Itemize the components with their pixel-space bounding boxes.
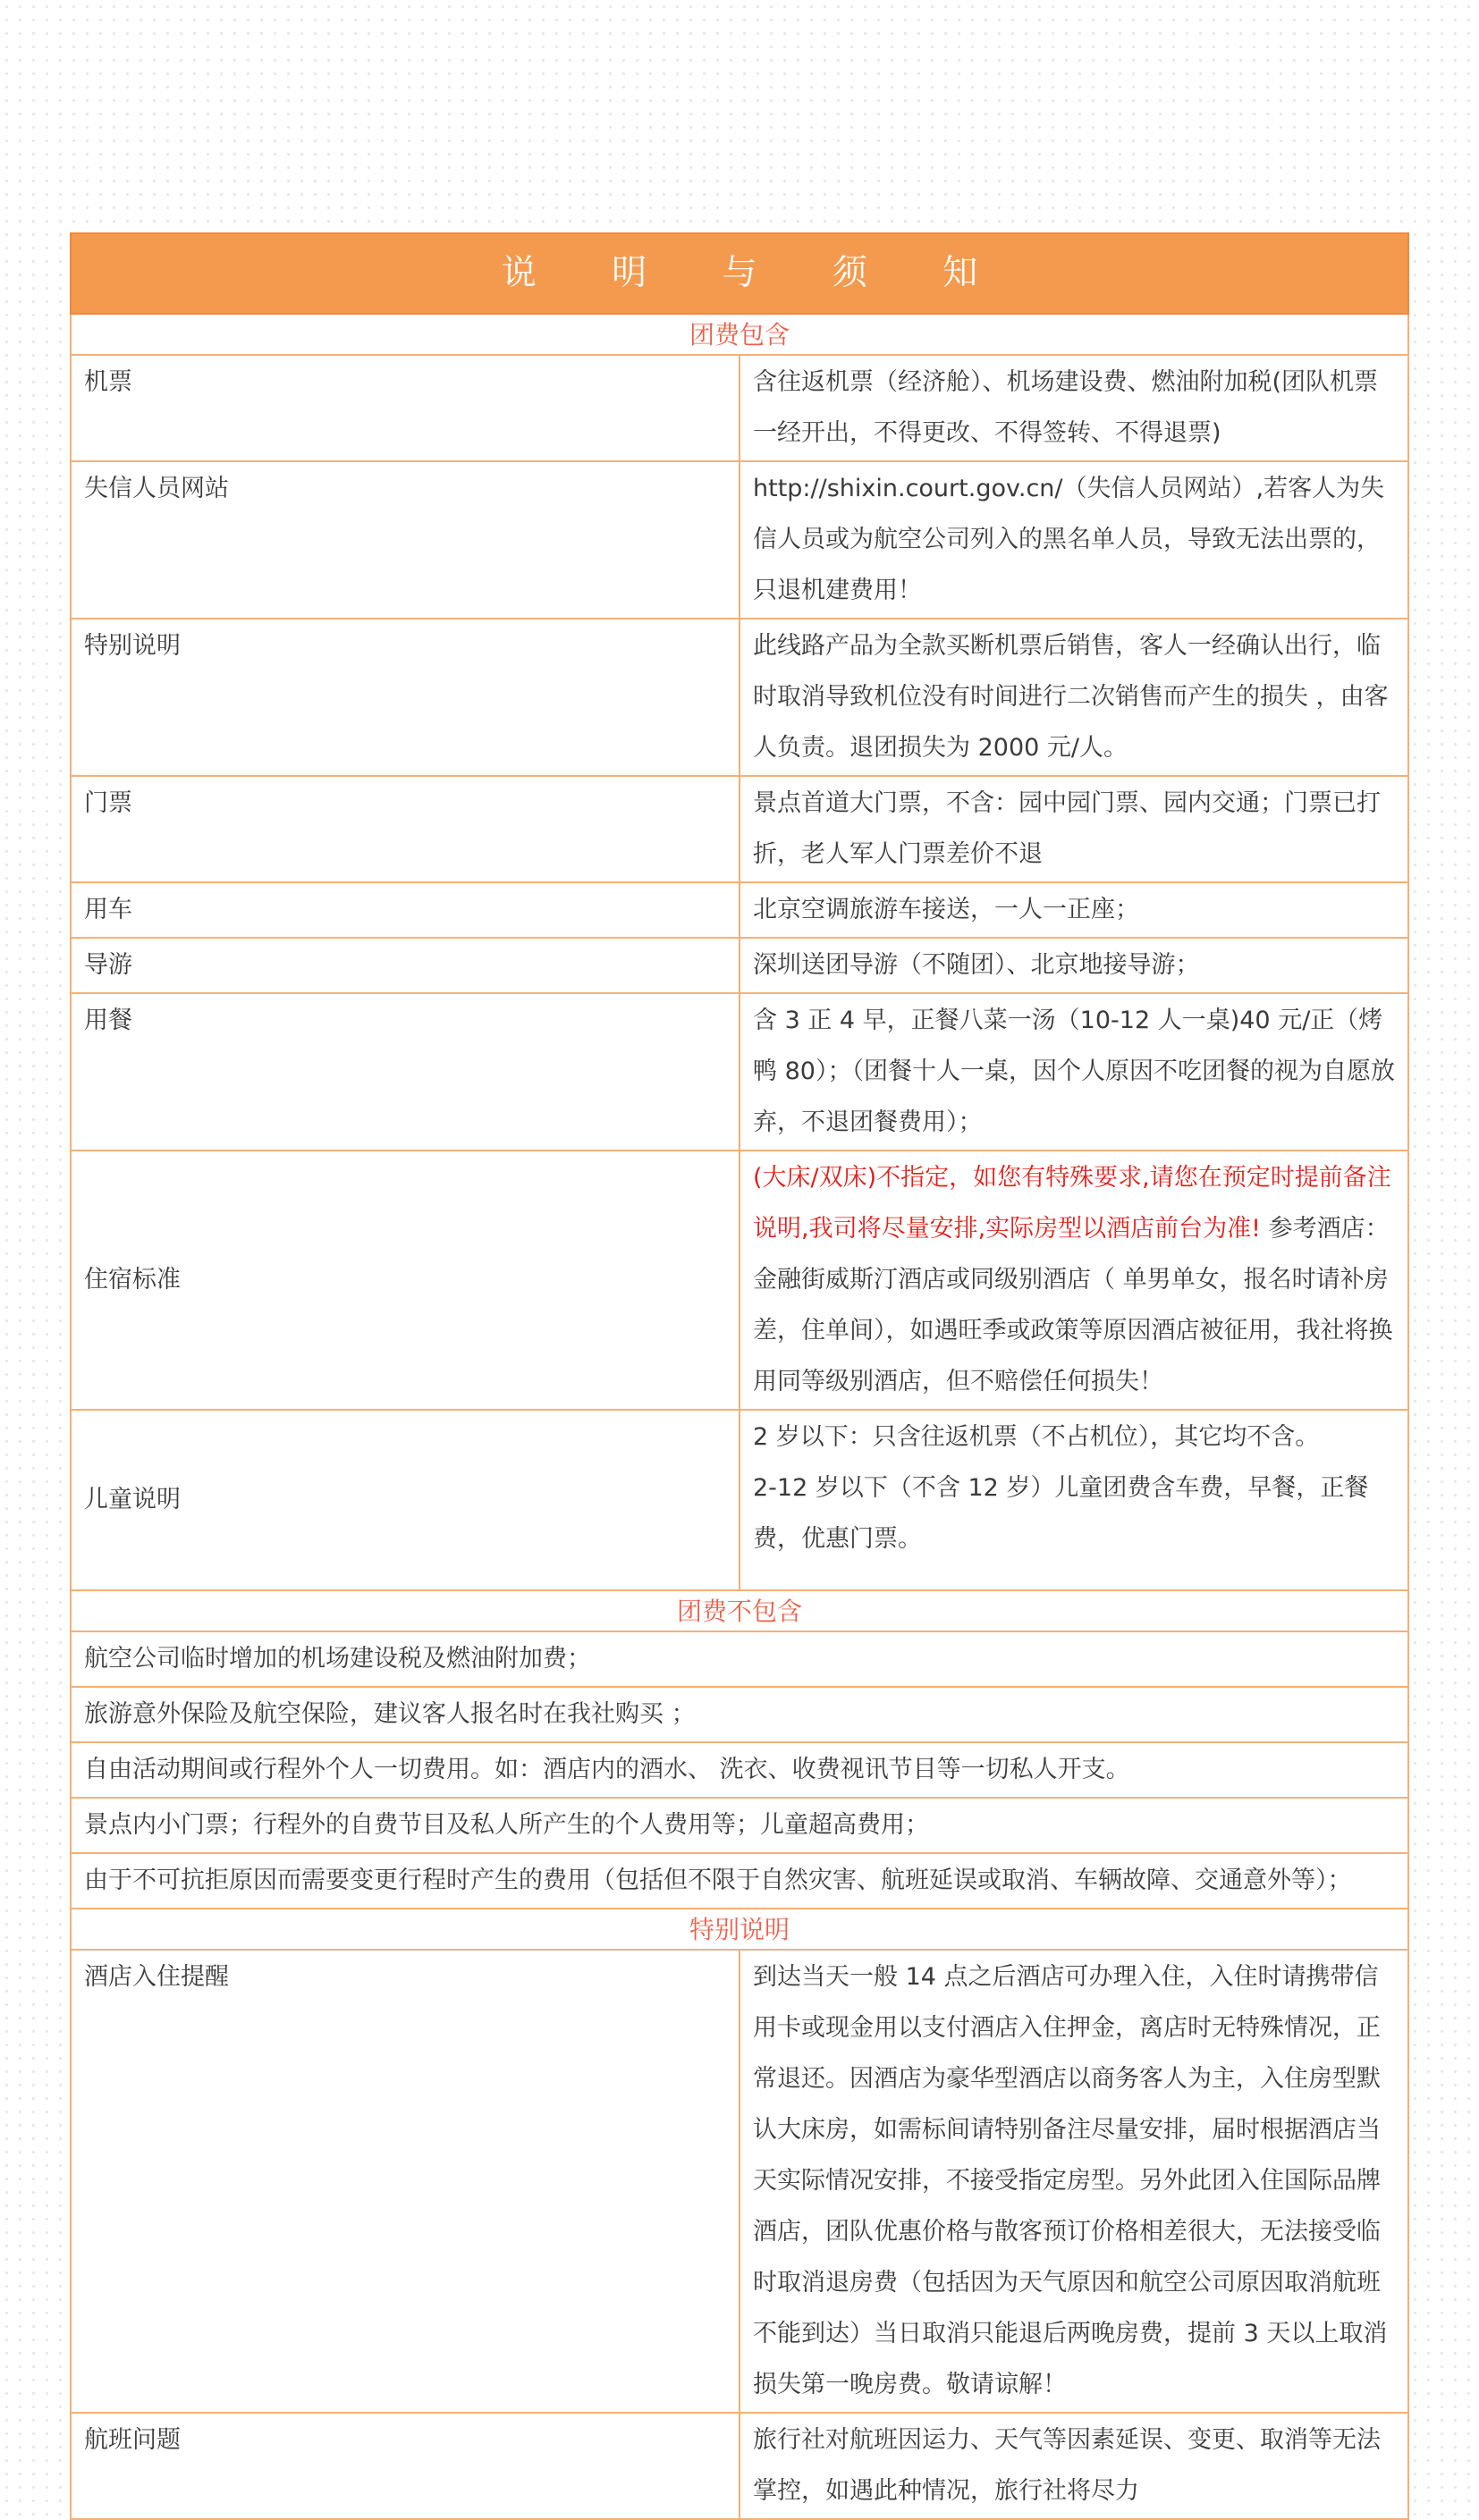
table-row (71, 1853, 1408, 1909)
excluded-item: 由于不可抗拒原因而需要变更行程时产生的费用（包括但不限于自然灾害、航班延误或取消、车辆故障、交通意外等）； (71, 1853, 1408, 1909)
table-row (71, 461, 1408, 619)
table-row (71, 1150, 1408, 1410)
row-text-children (740, 1410, 1408, 1590)
lodging-highlight: (大床/双床)不指定，如您有特殊要求,请您在预定时提前备注说明,我司将尽量安排,实际房型以酒店前台为准! (753, 1164, 1391, 1243)
page-title: 说 明 与 须 知 (71, 233, 1408, 314)
section-heading-row (71, 314, 1408, 355)
row-label-airfare: 机票 (71, 355, 740, 461)
table-row (71, 1742, 1408, 1798)
row-label-children: 儿童说明 (71, 1410, 740, 1590)
table-row (71, 355, 1408, 461)
row-label-vehicle: 用车 (71, 882, 740, 938)
table-row (71, 938, 1408, 993)
row-label-guide: 导游 (71, 938, 740, 993)
row-text-flight-issues: 旅行社对航班因运力、天气等因素延误、变更、取消等无法掌控，如遇此种情况，旅行社将尽力 (740, 2413, 1408, 2519)
row-text-blacklist: http://shixin.court.gov.cn/（失信人员网站）,若客人为失信人员或为航空公司列入的黑名单人员，导致无法出票的，只退机建费用！ (740, 461, 1408, 619)
children-line-1: 2 岁以下：只含往返机票（不占机位），其它均不含。 (753, 1423, 1320, 1451)
table-row (71, 2413, 1408, 2519)
notice-table (70, 232, 1409, 2520)
table-row (71, 1410, 1408, 1590)
section-heading-excluded: 团费不包含 (71, 1590, 1408, 1631)
row-label-blacklist: 失信人员网站 (71, 461, 740, 619)
table-row (71, 1631, 1408, 1687)
section-heading-row (71, 1909, 1408, 1950)
row-text-meals: 含 3 正 4 早，正餐八菜一汤（10-12 人一桌)40 元/正（烤鸭 80）；（团餐十人一桌，因个人原因不吃团餐的视为自愿放弃，不退团餐费用）； (740, 993, 1408, 1150)
row-label-flight-issues: 航班问题 (71, 2413, 740, 2519)
table-row (71, 1798, 1408, 1853)
row-text-hotel-checkin: 到达当天一般 14 点之后酒店可办理入住，入住时请携带信用卡或现金用以支付酒店入住押金，离店时无特殊情况，正常退还。因酒店为豪华型酒店以商务客人为主，入住房型默认大床房，如需标间请特别备注尽量安排，届时根据酒店当天实际情况安排，不接受指定房型。另外此团入住国际品牌酒店，团队优惠价格与散客预订价格相差很大，无法接受临时取消退房费（包括因为天气原因和航空公司原因取消航班不能到达）当日取消只能退后两晚房费，提前 3 天以上取消损失第一晚房费。敬请谅解！ (740, 1950, 1408, 2413)
table-row (71, 882, 1408, 938)
row-text-airfare: 含往返机票（经济舱）、机场建设费、燃油附加税(团队机票一经开出，不得更改、不得签转、不得退票) (740, 355, 1408, 461)
row-label-tickets: 门票 (71, 776, 740, 882)
row-label-meals: 用餐 (71, 993, 740, 1150)
table-row (71, 1950, 1408, 2413)
excluded-item: 自由活动期间或行程外个人一切费用。如：酒店内的酒水、 洗衣、收费视讯节目等一切私人开支。 (71, 1742, 1408, 1798)
row-label-special-note: 特别说明 (71, 619, 740, 776)
row-text-guide: 深圳送团导游（不随团）、北京地接导游； (740, 938, 1408, 993)
excluded-item: 景点内小门票；行程外的自费节目及私人所产生的个人费用等；儿童超高费用； (71, 1798, 1408, 1853)
row-text-lodging (740, 1150, 1408, 1410)
table-row (71, 1687, 1408, 1742)
table-row (71, 619, 1408, 776)
excluded-item: 航空公司临时增加的机场建设税及燃油附加费； (71, 1631, 1408, 1687)
excluded-item: 旅游意外保险及航空保险，建议客人报名时在我社购买 ； (71, 1687, 1408, 1742)
row-text-special-note: 此线路产品为全款买断机票后销售，客人一经确认出行，临时取消导致机位没有时间进行二次销售而产生的损失 ，由客人负责。退团损失为 2000 元/人。 (740, 619, 1408, 776)
table-row (71, 776, 1408, 882)
title-row (71, 233, 1408, 314)
row-text-vehicle: 北京空调旅游车接送，一人一正座； (740, 882, 1408, 938)
table-row (71, 993, 1408, 1150)
lodging-text: 参考酒店：金融街威斯汀酒店或同级别酒店（ 单男单女，报名时请补房差，住单间），如遇旺季或政策等原因酒店被征用，我社将换用同等级别酒店，但不赔偿任何损失！ (753, 1215, 1393, 1395)
row-text-tickets: 景点首道大门票，不含：园中园门票、园内交通；门票已打折，老人军人门票差价不退 (740, 776, 1408, 882)
section-heading-special: 特别说明 (71, 1909, 1408, 1950)
row-label-lodging: 住宿标准 (71, 1150, 740, 1410)
section-heading-included: 团费包含 (71, 314, 1408, 355)
row-label-hotel-checkin: 酒店入住提醒 (71, 1950, 740, 2413)
section-heading-row (71, 1590, 1408, 1631)
children-line-2: 2-12 岁以下（不含 12 岁）儿童团费含车费，早餐，正餐费，优惠门票。 (753, 1474, 1369, 1553)
